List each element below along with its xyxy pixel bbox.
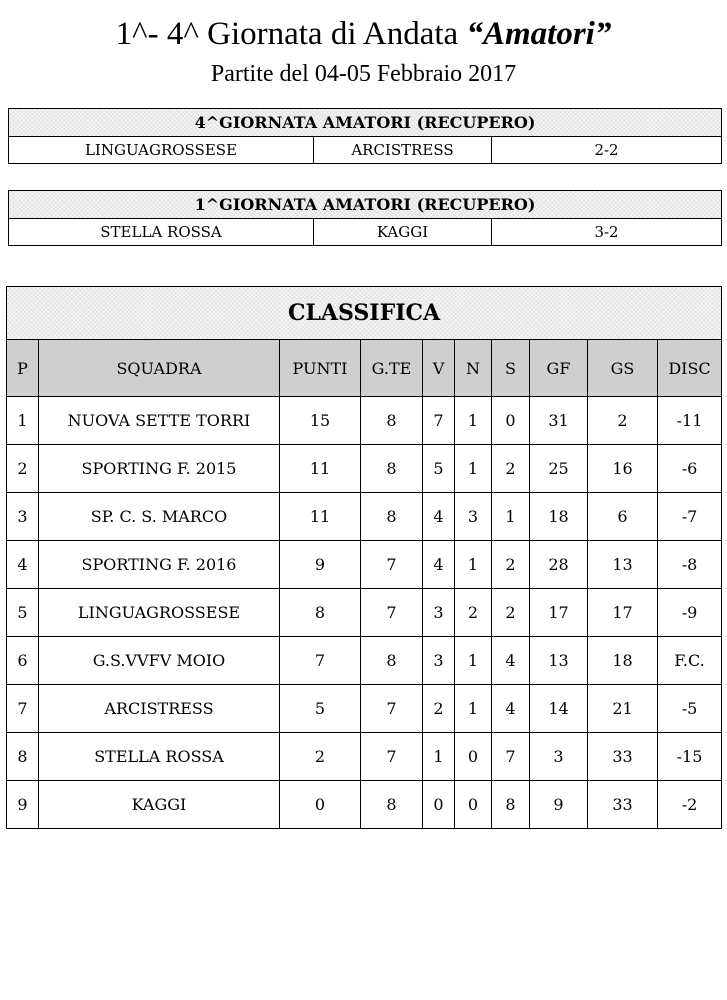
- col-header-gf: GF: [530, 340, 588, 397]
- recupero-title: 4^GIORNATA AMATORI (RECUPERO): [9, 109, 722, 137]
- draws-cell: 0: [455, 733, 492, 781]
- position-cell: 7: [7, 685, 39, 733]
- points-cell: 7: [280, 637, 361, 685]
- draws-cell: 0: [455, 781, 492, 829]
- discipline-cell: -8: [658, 541, 722, 589]
- position-cell: 3: [7, 493, 39, 541]
- col-header-punti: PUNTI: [280, 340, 361, 397]
- team-name-cell: G.S.VVFV MOIO: [39, 637, 280, 685]
- standings-row: [7, 541, 722, 589]
- standings-row: [7, 781, 722, 829]
- standings-row: [7, 397, 722, 445]
- team-name-cell: SPORTING F. 2015: [39, 445, 280, 493]
- standings-table: [6, 286, 722, 829]
- standings-row: [7, 493, 722, 541]
- recupero-table-1: [8, 108, 722, 164]
- losses-cell: 8: [492, 781, 530, 829]
- discipline-cell: -6: [658, 445, 722, 493]
- team-name-cell: SPORTING F. 2016: [39, 541, 280, 589]
- standings-row: [7, 733, 722, 781]
- team-name-cell: NUOVA SETTE TORRI: [39, 397, 280, 445]
- points-cell: 11: [280, 493, 361, 541]
- goals-for-cell: 14: [530, 685, 588, 733]
- position-cell: 9: [7, 781, 39, 829]
- goals-for-cell: 25: [530, 445, 588, 493]
- draws-cell: 1: [455, 637, 492, 685]
- goals-for-cell: 31: [530, 397, 588, 445]
- goals-against-cell: 21: [588, 685, 658, 733]
- position-cell: 4: [7, 541, 39, 589]
- standings-row: [7, 685, 722, 733]
- wins-cell: 0: [423, 781, 455, 829]
- goals-for-cell: 28: [530, 541, 588, 589]
- away-team: ARCISTRESS: [314, 137, 492, 164]
- goals-for-cell: 18: [530, 493, 588, 541]
- discipline-cell: -5: [658, 685, 722, 733]
- losses-cell: 2: [492, 541, 530, 589]
- goals-for-cell: 9: [530, 781, 588, 829]
- losses-cell: 0: [492, 397, 530, 445]
- games-played-cell: 8: [361, 445, 423, 493]
- draws-cell: 1: [455, 685, 492, 733]
- losses-cell: 4: [492, 685, 530, 733]
- col-header-n: N: [455, 340, 492, 397]
- team-name-cell: SP. C. S. MARCO: [39, 493, 280, 541]
- position-cell: 2: [7, 445, 39, 493]
- games-played-cell: 8: [361, 781, 423, 829]
- discipline-cell: -9: [658, 589, 722, 637]
- games-played-cell: 8: [361, 397, 423, 445]
- match-row: [9, 137, 722, 164]
- draws-cell: 1: [455, 541, 492, 589]
- losses-cell: 2: [492, 589, 530, 637]
- goals-against-cell: 18: [588, 637, 658, 685]
- home-team: LINGUAGROSSESE: [9, 137, 314, 164]
- standings-row: [7, 445, 722, 493]
- games-played-cell: 7: [361, 685, 423, 733]
- wins-cell: 2: [423, 685, 455, 733]
- match-row: [9, 219, 722, 246]
- standings-row: [7, 637, 722, 685]
- draws-cell: 3: [455, 493, 492, 541]
- col-header-p: P: [7, 340, 39, 397]
- standings-header-row: [7, 340, 722, 397]
- page-title-category: “Amatori”: [466, 16, 612, 52]
- match-score: 2-2: [492, 137, 722, 164]
- goals-against-cell: 16: [588, 445, 658, 493]
- position-cell: 5: [7, 589, 39, 637]
- col-header-gs: GS: [588, 340, 658, 397]
- recupero-title: 1^GIORNATA AMATORI (RECUPERO): [9, 191, 722, 219]
- discipline-cell: -11: [658, 397, 722, 445]
- team-name-cell: LINGUAGROSSESE: [39, 589, 280, 637]
- wins-cell: 4: [423, 541, 455, 589]
- wins-cell: 4: [423, 493, 455, 541]
- discipline-cell: -7: [658, 493, 722, 541]
- col-header-s: S: [492, 340, 530, 397]
- draws-cell: 1: [455, 445, 492, 493]
- page-subtitle: Partite del 04-05 Febbraio 2017: [210, 61, 517, 87]
- goals-against-cell: 17: [588, 589, 658, 637]
- standings-title: CLASSIFICA: [7, 287, 722, 340]
- wins-cell: 3: [423, 589, 455, 637]
- col-header-gte: G.TE: [361, 340, 423, 397]
- goals-for-cell: 3: [530, 733, 588, 781]
- col-header-squadra: SQUADRA: [39, 340, 280, 397]
- points-cell: 15: [280, 397, 361, 445]
- team-name-cell: KAGGI: [39, 781, 280, 829]
- losses-cell: 4: [492, 637, 530, 685]
- position-cell: 8: [7, 733, 39, 781]
- games-played-cell: 7: [361, 733, 423, 781]
- points-cell: 5: [280, 685, 361, 733]
- wins-cell: 1: [423, 733, 455, 781]
- goals-against-cell: 2: [588, 397, 658, 445]
- losses-cell: 1: [492, 493, 530, 541]
- goals-against-cell: 33: [588, 733, 658, 781]
- goals-for-cell: 13: [530, 637, 588, 685]
- position-cell: 6: [7, 637, 39, 685]
- goals-against-cell: 33: [588, 781, 658, 829]
- discipline-cell: -2: [658, 781, 722, 829]
- col-header-v: V: [423, 340, 455, 397]
- games-played-cell: 8: [361, 493, 423, 541]
- points-cell: 8: [280, 589, 361, 637]
- wins-cell: 5: [423, 445, 455, 493]
- position-cell: 1: [7, 397, 39, 445]
- goals-against-cell: 13: [588, 541, 658, 589]
- match-score: 3-2: [492, 219, 722, 246]
- draws-cell: 1: [455, 397, 492, 445]
- standings-row: [7, 589, 722, 637]
- col-header-disc: DISC: [658, 340, 722, 397]
- discipline-cell: -15: [658, 733, 722, 781]
- points-cell: 11: [280, 445, 361, 493]
- team-name-cell: STELLA ROSSA: [39, 733, 280, 781]
- wins-cell: 3: [423, 637, 455, 685]
- points-cell: 9: [280, 541, 361, 589]
- discipline-cell: F.C.: [658, 637, 722, 685]
- losses-cell: 7: [492, 733, 530, 781]
- points-cell: 2: [280, 733, 361, 781]
- points-cell: 0: [280, 781, 361, 829]
- page-title-main: 1^- 4^ Giornata di Andata: [115, 16, 467, 52]
- away-team: KAGGI: [314, 219, 492, 246]
- goals-against-cell: 6: [588, 493, 658, 541]
- draws-cell: 2: [455, 589, 492, 637]
- recupero-table-2: [8, 190, 722, 246]
- home-team: STELLA ROSSA: [9, 219, 314, 246]
- goals-for-cell: 17: [530, 589, 588, 637]
- games-played-cell: 7: [361, 541, 423, 589]
- losses-cell: 2: [492, 445, 530, 493]
- games-played-cell: 8: [361, 637, 423, 685]
- games-played-cell: 7: [361, 589, 423, 637]
- page-title: [0, 12, 727, 56]
- team-name-cell: ARCISTRESS: [39, 685, 280, 733]
- wins-cell: 7: [423, 397, 455, 445]
